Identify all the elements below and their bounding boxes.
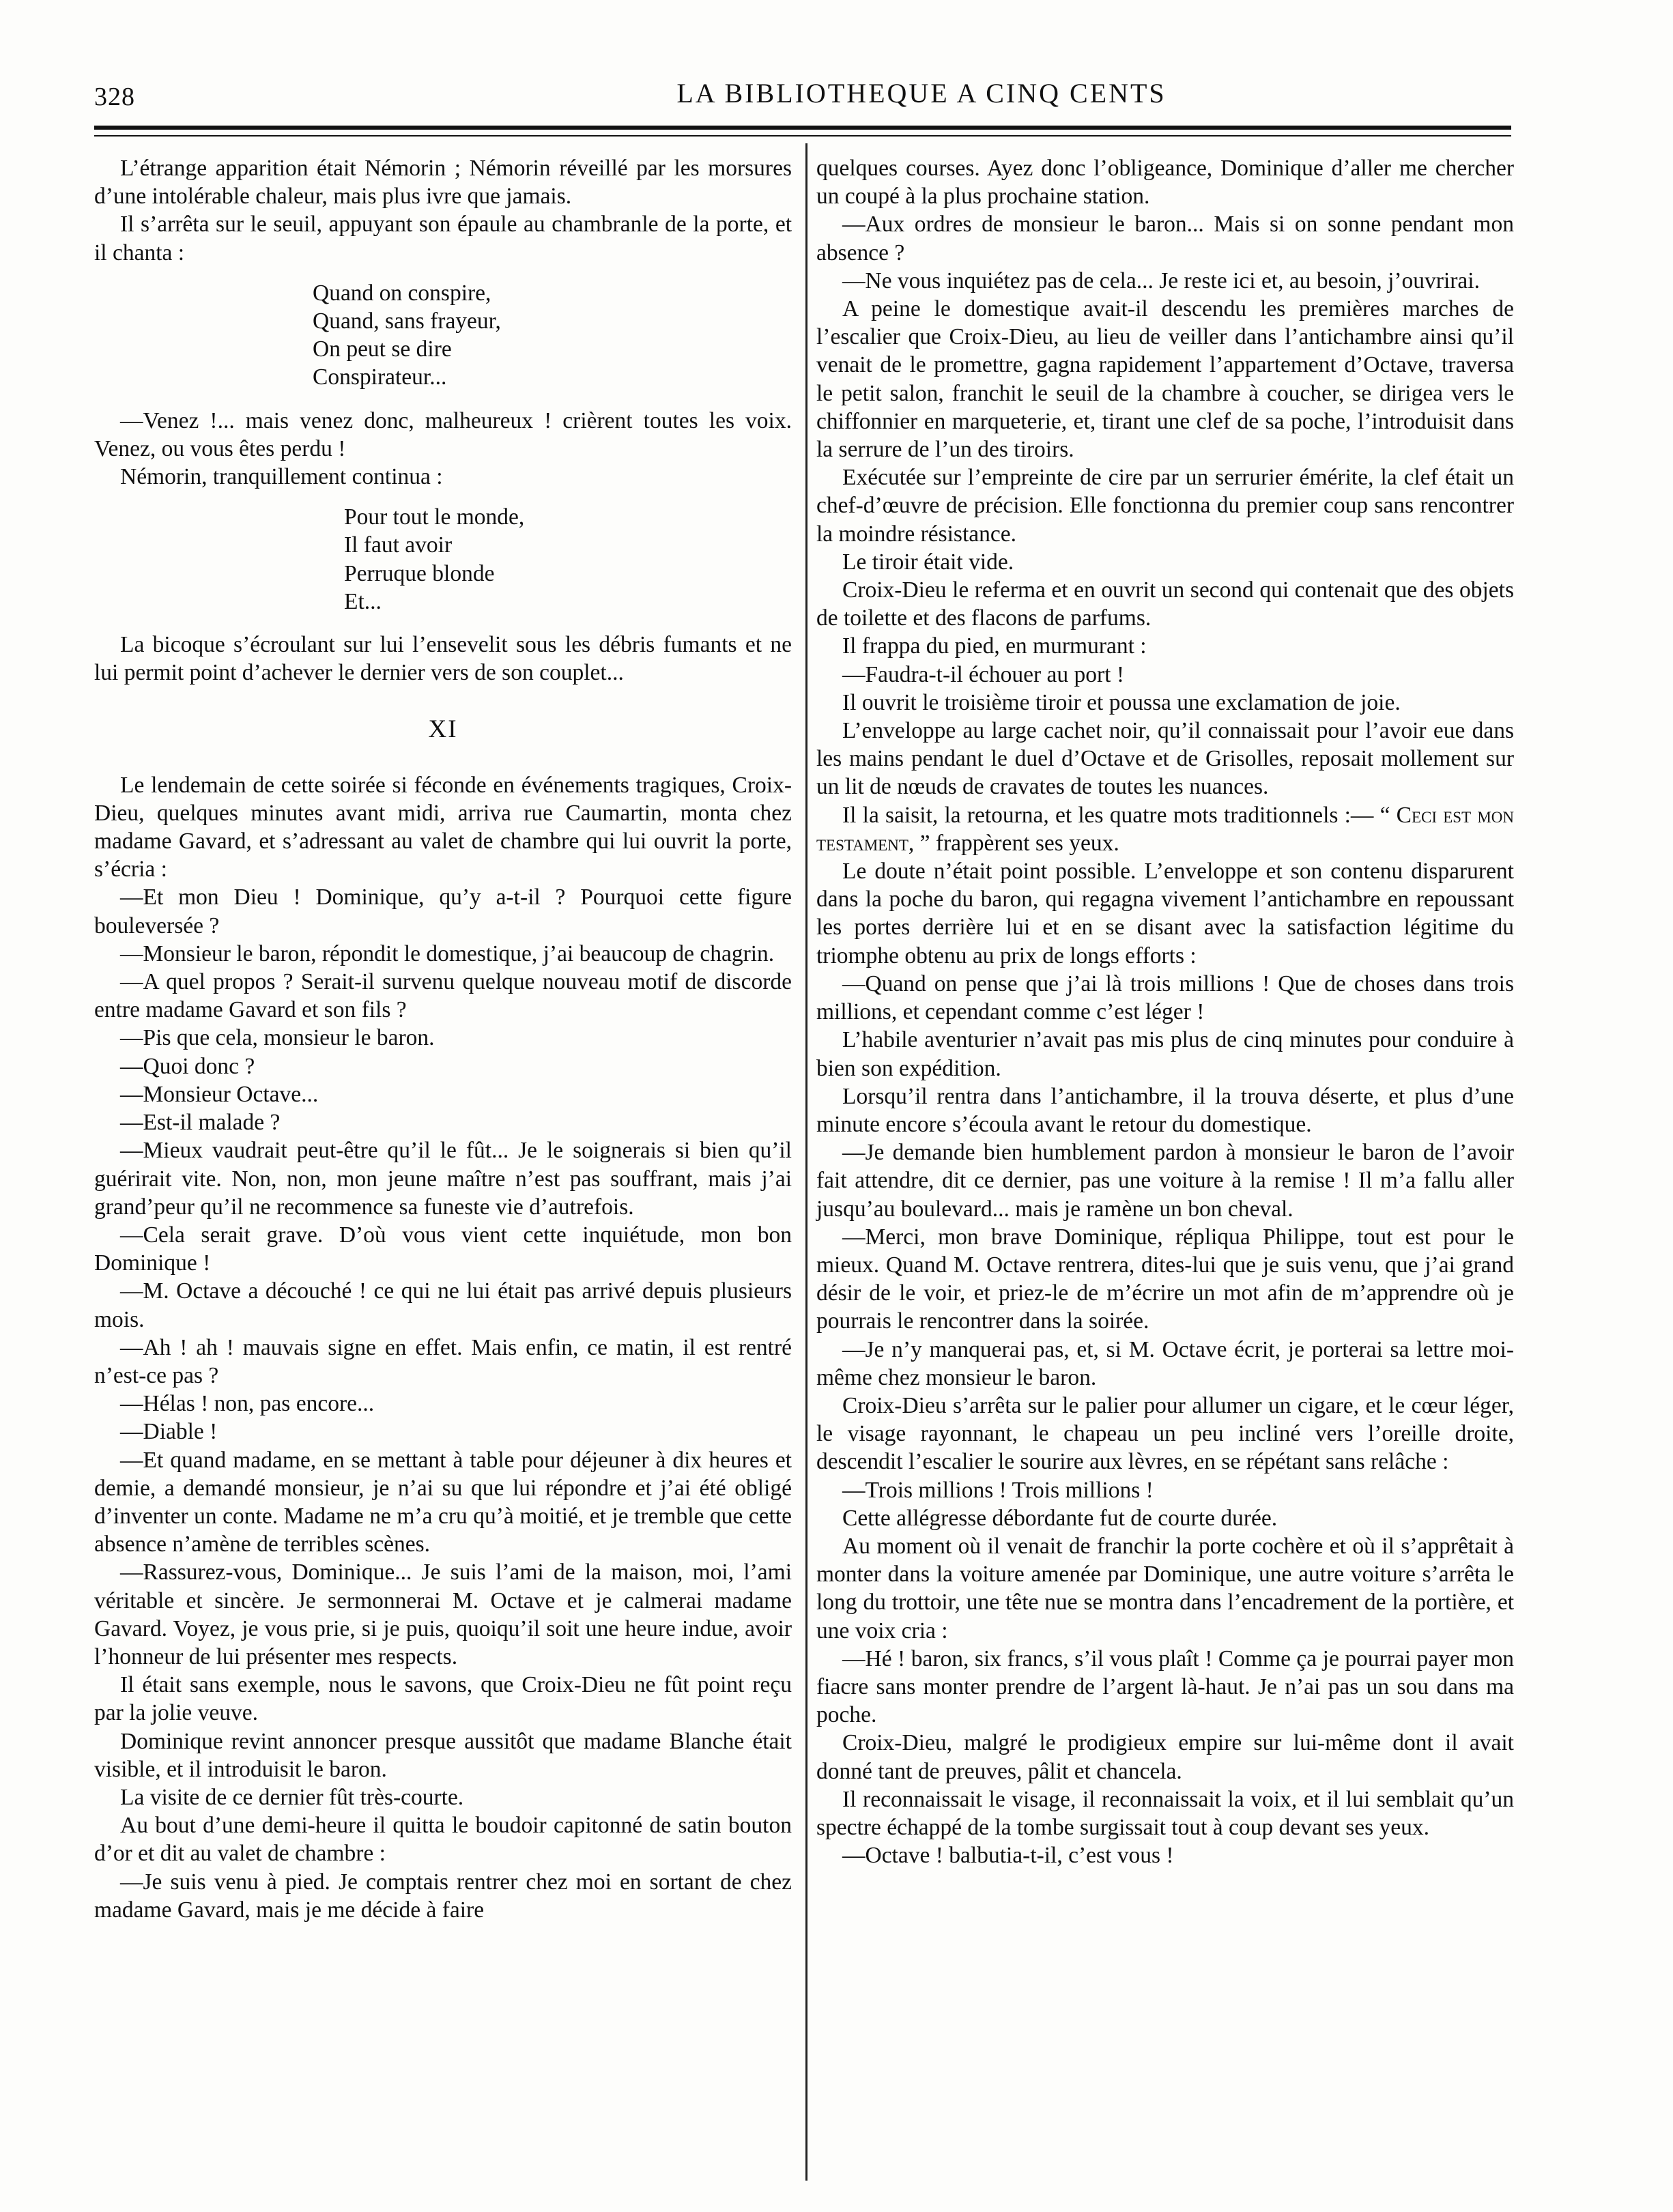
verse-line: Perruque blonde: [344, 560, 495, 586]
paragraph: Il était sans exemple, nous le savons, que Croix-Dieu ne fût point reçu par la jolie veuve.: [94, 1672, 792, 1726]
paragraph: —A quel propos ? Serait-il survenu quelque nouveau motif de discorde entre madame Gavard et son fils ?: [94, 969, 792, 1023]
paragraph: L’habile aventurier n’avait pas mis plus de cinq minutes pour conduire à bien son expédition.: [816, 1027, 1514, 1081]
chapter-heading: XI: [428, 715, 458, 744]
paragraph: Il s’arrêta sur le seuil, appuyant son épaule au chambranle de la porte, et il chanta :: [94, 212, 792, 265]
paragraph: Le doute n’était point possible. L’enveloppe et son contenu disparurent dans la poche du baron, qui regagna vivement l’antichambre en repoussant les portes derrière lui et en se disant avec la satisfaction légitime du triomphe obtenu au prix de longs efforts :: [816, 859, 1514, 968]
paragraph: —Quoi donc ?: [120, 1053, 255, 1079]
paragraph-continued: quelques courses. Ayez donc l’obligeance, Dominique d’aller me chercher un coupé à la plus prochaine station.: [816, 156, 1514, 210]
paragraph: —Et quand madame, en se mettant à table pour déjeuner à dix heures et demie, a demandé monsieur, je n’ai su que lui répondre et j’ai été obligé d’inventer un conte. Madame ne m’a cru qu’à moitié, et je tremble que cette absence n’amène de terribles scènes.: [94, 1447, 792, 1557]
paragraph: Exécutée sur l’empreinte de cire par un serrurier émérite, la clef était un chef-d’œuvre de précision. Elle fonctionna du premier coup sans rencontrer la moindre résistance.: [816, 465, 1514, 547]
paragraph: Le tiroir était vide.: [842, 549, 1014, 575]
paragraph: —Rassurez-vous, Dominique... Je suis l’ami de la maison, moi, l’ami véritable et sincère. Je sermonnerai M. Octave et je calmerai madame Gavard. Voyez, je vous prie, si je puis, quoiqu’il soit une heure indue, avoir l’honneur de lui présenter mes respects.: [94, 1560, 792, 1669]
paragraph: —Hélas ! non, pas encore...: [120, 1391, 375, 1417]
paragraph: Lorsqu’il rentra dans l’antichambre, il la trouva déserte, et plus d’une minute encore s’écoula avant le retour du domestique.: [816, 1083, 1514, 1137]
paragraph: L’étrange apparition était Némorin ; Némorin réveillé par les morsures d’une intolérable chaleur, mais plus ivre que jamais.: [94, 156, 792, 210]
paragraph: Croix-Dieu le referma et en ouvrit un second qui contenait que des objets de toilette et des flacons de parfums.: [816, 577, 1514, 631]
paragraph: —Est-il malade ?: [120, 1110, 281, 1136]
paragraph: La visite de ce dernier fût très-courte.: [120, 1784, 464, 1810]
paragraph: Le lendemain de cette soirée si féconde en événements tragiques, Croix-Dieu, quelques minutes avant midi, arriva rue Caumartin, monta chez madame Gavard, et s’adressant au valet de chambre qui lui ouvrit la porte, s’écria :: [94, 772, 792, 882]
running-title: LA BIBLIOTHEQUE A CINQ CENTS: [676, 78, 1167, 109]
paragraph: Il reconnaissait le visage, il reconnaissait la voix, et il lui semblait qu’un spectre échappé de la tombe surgissait tout à coup devant ses yeux.: [816, 1786, 1514, 1840]
paragraph: —Diable !: [120, 1419, 218, 1445]
paragraph: Il ouvrit le troisième tiroir et poussa une exclamation de joie.: [842, 689, 1401, 715]
paragraph: Croix-Dieu, malgré le prodigieux empire sur lui-même dont il avait donné tant de preuves, pâlit et chancela.: [816, 1730, 1514, 1784]
paragraph: —Et mon Dieu ! Dominique, qu’y a-t-il ? Pourquoi cette figure bouleversée ?: [94, 885, 792, 938]
paragraph: La bicoque s’écroulant sur lui l’ensevelit sous les débris fumants et ne lui permit point d’achever le dernier vers de son couplet...: [94, 632, 792, 686]
paragraph: —Octave ! balbutia-t-il, c’est vous !: [842, 1843, 1174, 1869]
paragraph: —Venez !... mais venez donc, malheureux ! crièrent toutes les voix. Venez, ou vous êtes perdu !: [94, 407, 792, 461]
paragraph: —M. Octave a découché ! ce qui ne lui était pas arrivé depuis plusieurs mois.: [94, 1278, 792, 1332]
column-divider: [805, 143, 807, 2181]
paragraph-text: Il la saisit, la retourna, et les quatre mots traditionnels :—: [842, 802, 1374, 828]
paragraph: —Pis que cela, monsieur le baron.: [120, 1025, 435, 1051]
paragraph: Croix-Dieu s’arrêta sur le palier pour allumer un cigare, et le cœur léger, le visage rayonnant, le chapeau un peu incliné vers l’oreille droite, descendit l’escalier le sourire aux lèvres, en se répétant sans relâche :: [816, 1392, 1514, 1475]
header-rule-thick: [94, 126, 1511, 130]
paragraph: Dominique revint annoncer presque aussitôt que madame Blanche était visible, et il introduisit le baron.: [94, 1728, 792, 1782]
paragraph: —Aux ordres de monsieur le baron... Mais si on sonne pendant mon absence ?: [816, 212, 1514, 265]
paragraph: [816, 801, 1514, 857]
verse-line: Pour tout le monde,: [344, 504, 525, 530]
paragraph: Cette allégresse débordante fut de courte durée.: [842, 1505, 1278, 1531]
paragraph: Au bout d’une demi-heure il quitta le boudoir capitonné de satin bouton d’or et dit au valet de chambre :: [94, 1813, 792, 1867]
paragraph: L’enveloppe au large cachet noir, qu’il connaissait pour l’avoir eue dans les mains pendant le duel d’Octave et de Grisolles, reposait mollement sur un lit de nœuds de cravates de toutes les nuances.: [816, 718, 1514, 800]
paragraph: —Merci, mon brave Dominique, répliqua Philippe, tout est pour le mieux. Quand M. Octave rentrera, dites-lui que je suis venu, que j’ai grand désir de le voir, et priez-le de m’écrire un mot afin de m’apprendre où je pourrais le rencontrer dans la soirée.: [816, 1224, 1514, 1334]
paragraph: —Faudra-t-il échouer au port !: [842, 661, 1125, 687]
testament-words: “ Ceci est mon testament, ”: [816, 802, 1514, 856]
paragraph: A peine le domestique avait-il descendu les premières marches de l’escalier que Croix-Dieu, au lieu de veiller dans l’antichambre ainsi qu’il venait de le promettre, gagna rapidement l’appartement d’Octave, traversa le petit salon, franchit le seuil de la chambre à coucher, se dirigea vers le chiffonnier en marqueterie, et, tirant une clef de sa poche, l’introduisit dans la serrure de l’un des tiroirs.: [816, 296, 1514, 463]
paragraph: —Cela serait grave. D’où vous vient cette inquiétude, mon bon Dominique !: [94, 1222, 792, 1276]
verse-line: Conspirateur...: [313, 364, 447, 390]
paragraph: —Monsieur Octave...: [120, 1081, 319, 1107]
verse-line: On peut se dire: [313, 336, 452, 362]
paragraph: —Hé ! baron, six francs, s’il vous plaît ! Comme ça je pourrai payer mon fiacre sans monter prendre de l’argent là-haut. Je n’ai pas un sou dans ma poche.: [816, 1646, 1514, 1728]
paragraph: —Trois millions ! Trois millions !: [842, 1477, 1154, 1503]
page-number: 328: [94, 83, 135, 111]
paragraph: —Je suis venu à pied. Je comptais rentrer chez moi en sortant de chez madame Gavard, mais je me décide à faire: [94, 1869, 792, 1923]
paragraph-text: frappèrent ses yeux.: [930, 830, 1119, 856]
paragraph: Au moment où il venait de franchir la porte cochère et où il s’apprêtait à monter dans la voiture amenée par Dominique, une autre voiture s’arrêta le long du trottoir, une tête nue se montra dans l’encadrement de la portière, et une voix cria :: [816, 1533, 1514, 1643]
paragraph: —Je demande bien humblement pardon à monsieur le baron de l’avoir fait attendre, dit ce dernier, pas une voiture à la remise ! Il m’a fallu aller jusqu’au boulevard... mais je ramène un bon cheval.: [816, 1140, 1514, 1222]
verse-stanza: [94, 503, 792, 616]
paragraph: Némorin, tranquillement continua :: [120, 464, 443, 490]
left-column: [94, 154, 792, 1924]
paragraph: Il frappa du pied, en murmurant :: [842, 633, 1147, 659]
right-column: [816, 154, 1514, 1869]
paragraph: —Quand on pense que j’ai là trois millions ! Que de choses dans trois millions, et cependant comme c’est léger !: [816, 971, 1514, 1025]
paragraph: —Ah ! ah ! mauvais signe en effet. Mais enfin, ce matin, il est rentré n’est-ce pas ?: [94, 1334, 792, 1388]
paragraph: —Mieux vaudrait peut-être qu’il le fût... Je le soignerais si bien qu’il guérirait vite. Non, non, mon jeune maître n’est pas souffrant, mais j’ai grand’peur qu’il ne recommence sa funeste vie d’autrefois.: [94, 1138, 792, 1220]
paragraph: —Je n’y manquerai pas, et, si M. Octave écrit, je porterai sa lettre moi-même chez monsieur le baron.: [816, 1336, 1514, 1390]
verse-line: Quand, sans frayeur,: [313, 308, 501, 334]
verse-line: Quand on conspire,: [313, 280, 491, 306]
paragraph: —Ne vous inquiétez pas de cela... Je reste ici et, au besoin, j’ouvrirai.: [842, 268, 1480, 293]
paragraph: —Monsieur le baron, répondit le domestique, j’ai beaucoup de chagrin.: [120, 940, 775, 966]
header-rule-thin: [94, 135, 1511, 137]
verse-line: Et...: [344, 588, 382, 614]
verse-line: Il faut avoir: [344, 532, 453, 558]
verse-stanza: [94, 279, 792, 392]
